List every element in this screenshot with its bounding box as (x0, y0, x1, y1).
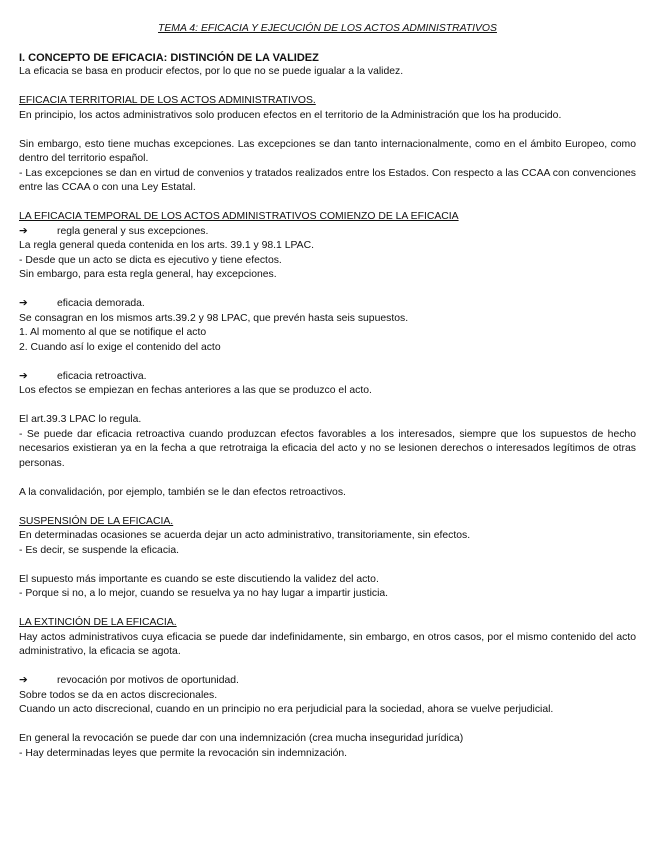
arrow-icon: ➔ (19, 370, 28, 382)
paragraph: Sin embargo, esto tiene muchas excepciones. Las excepciones se dan tanto internacionalmente, como en el ámbito Europeo, como dentro del territorio español. (19, 138, 636, 164)
line: En determinadas ocasiones se acuerda dejar un acto administrativo, transitoriamente, sin efectos. (19, 530, 471, 541)
arrow-icon: ➔ (19, 225, 28, 237)
line: 2. Cuando así lo exige el contenido del acto (19, 341, 221, 353)
section-heading-concept: I. CONCEPTO DE EFICACIA: DISTINCIÓN DE LA VALIDEZ (19, 51, 319, 64)
line: El supuesto más importante es cuando se este discutiendo la validez del acto. (19, 573, 379, 585)
paragraph: Hay actos administrativos cuya eficacia se puede dar indefinidamente, sin embargo, en otros casos, por el mismo contenido del acto administrativo, la eficacia se agota. (19, 631, 636, 657)
line: Sobre todos se da en actos discrecionales. (19, 689, 218, 701)
arrow-icon: ➔ (19, 675, 28, 686)
line: El art.39.3 LPAC lo regula. (19, 414, 142, 425)
bullet-label: eficacia demorada. (57, 298, 145, 309)
line: En general la revocación se puede dar con una indemnización (crea mucha inseguridad jurídica) (19, 733, 464, 744)
line: 1. Al momento al que se notifique el acto (19, 327, 207, 338)
bullet-label: regla general y sus excepciones. (57, 225, 209, 237)
line: Cuando un acto discrecional, cuando en un principio no era perjudicial para la sociedad, ahora se vuelve perjudicial. (19, 704, 554, 715)
line: Sin embargo, para esta regla general, hay excepciones. (19, 269, 277, 280)
bullet-rule (19, 225, 636, 240)
document-title: TEMA 4: EFICACIA Y EJECUCIÓN DE LOS ACTOS ADMINISTRATIVOS (158, 23, 497, 34)
line: La regla general queda contenida en los arts. 39.1 y 98.1 LPAC. (19, 240, 314, 251)
line: - Porque si no, a lo mejor, cuando se resuelva ya no hay lugar a impartir justicia. (19, 588, 389, 599)
arrow-icon: ➔ (19, 298, 28, 309)
line: - Desde que un acto se dicta es ejecutivo y tiene efectos. (19, 254, 282, 266)
paragraph: - Se puede dar eficacia retroactiva cuando produzcan efectos favorables a los interesados, siempre que los supuestos de hecho necesarios existieran ya en la fecha a que retrotraiga la eficacia del acto y no se lesionen derechos o interesados legítimos de otras personas. (19, 428, 636, 469)
bullet-label: eficacia retroactiva. (57, 370, 147, 382)
section-heading-territorial: EFICACIA TERRITORIAL DE LOS ACTOS ADMINISTRATIVOS. (19, 95, 316, 106)
line: Los efectos se empiezan en fechas anteriores a las que se produzco el acto. (19, 385, 372, 396)
bullet-retroactive (19, 370, 636, 385)
bullet-delayed (19, 297, 636, 312)
bullet-revocation (19, 674, 636, 689)
section-heading-extincion: LA EXTINCIÓN DE LA EFICACIA. (19, 617, 177, 628)
section-heading-suspension: SUSPENSIÓN DE LA EFICACIA. (19, 515, 174, 527)
line: - Hay determinadas leyes que permite la revocación sin indemnización. (19, 747, 348, 759)
paragraph: - Las excepciones se dan en virtud de convenios y tratados realizados entre los Estados. Con respecto a las CCAA con convenciones entre las CCAA o con una Ley Estatal. (19, 167, 636, 193)
section-heading-temporal: LA EFICACIA TEMPORAL DE LOS ACTOS ADMINISTRATIVOS COMIENZO DE LA EFICACIA (19, 211, 459, 222)
bullet-label: revocación por motivos de oportunidad. (57, 675, 239, 686)
paragraph: En principio, los actos administrativos solo producen efectos en el territorio de la Administración que los ha producido. (19, 109, 562, 121)
line: A la convalidación, por ejemplo, también se le dan efectos retroactivos. (19, 486, 346, 498)
line: Se consagran en los mismos arts.39.2 y 98 LPAC, que prevén hasta seis supuestos. (19, 312, 409, 324)
line: - Es decir, se suspende la eficacia. (19, 544, 179, 556)
paragraph: La eficacia se basa en producir efectos, por lo que no se puede igualar a la validez. (19, 66, 404, 77)
